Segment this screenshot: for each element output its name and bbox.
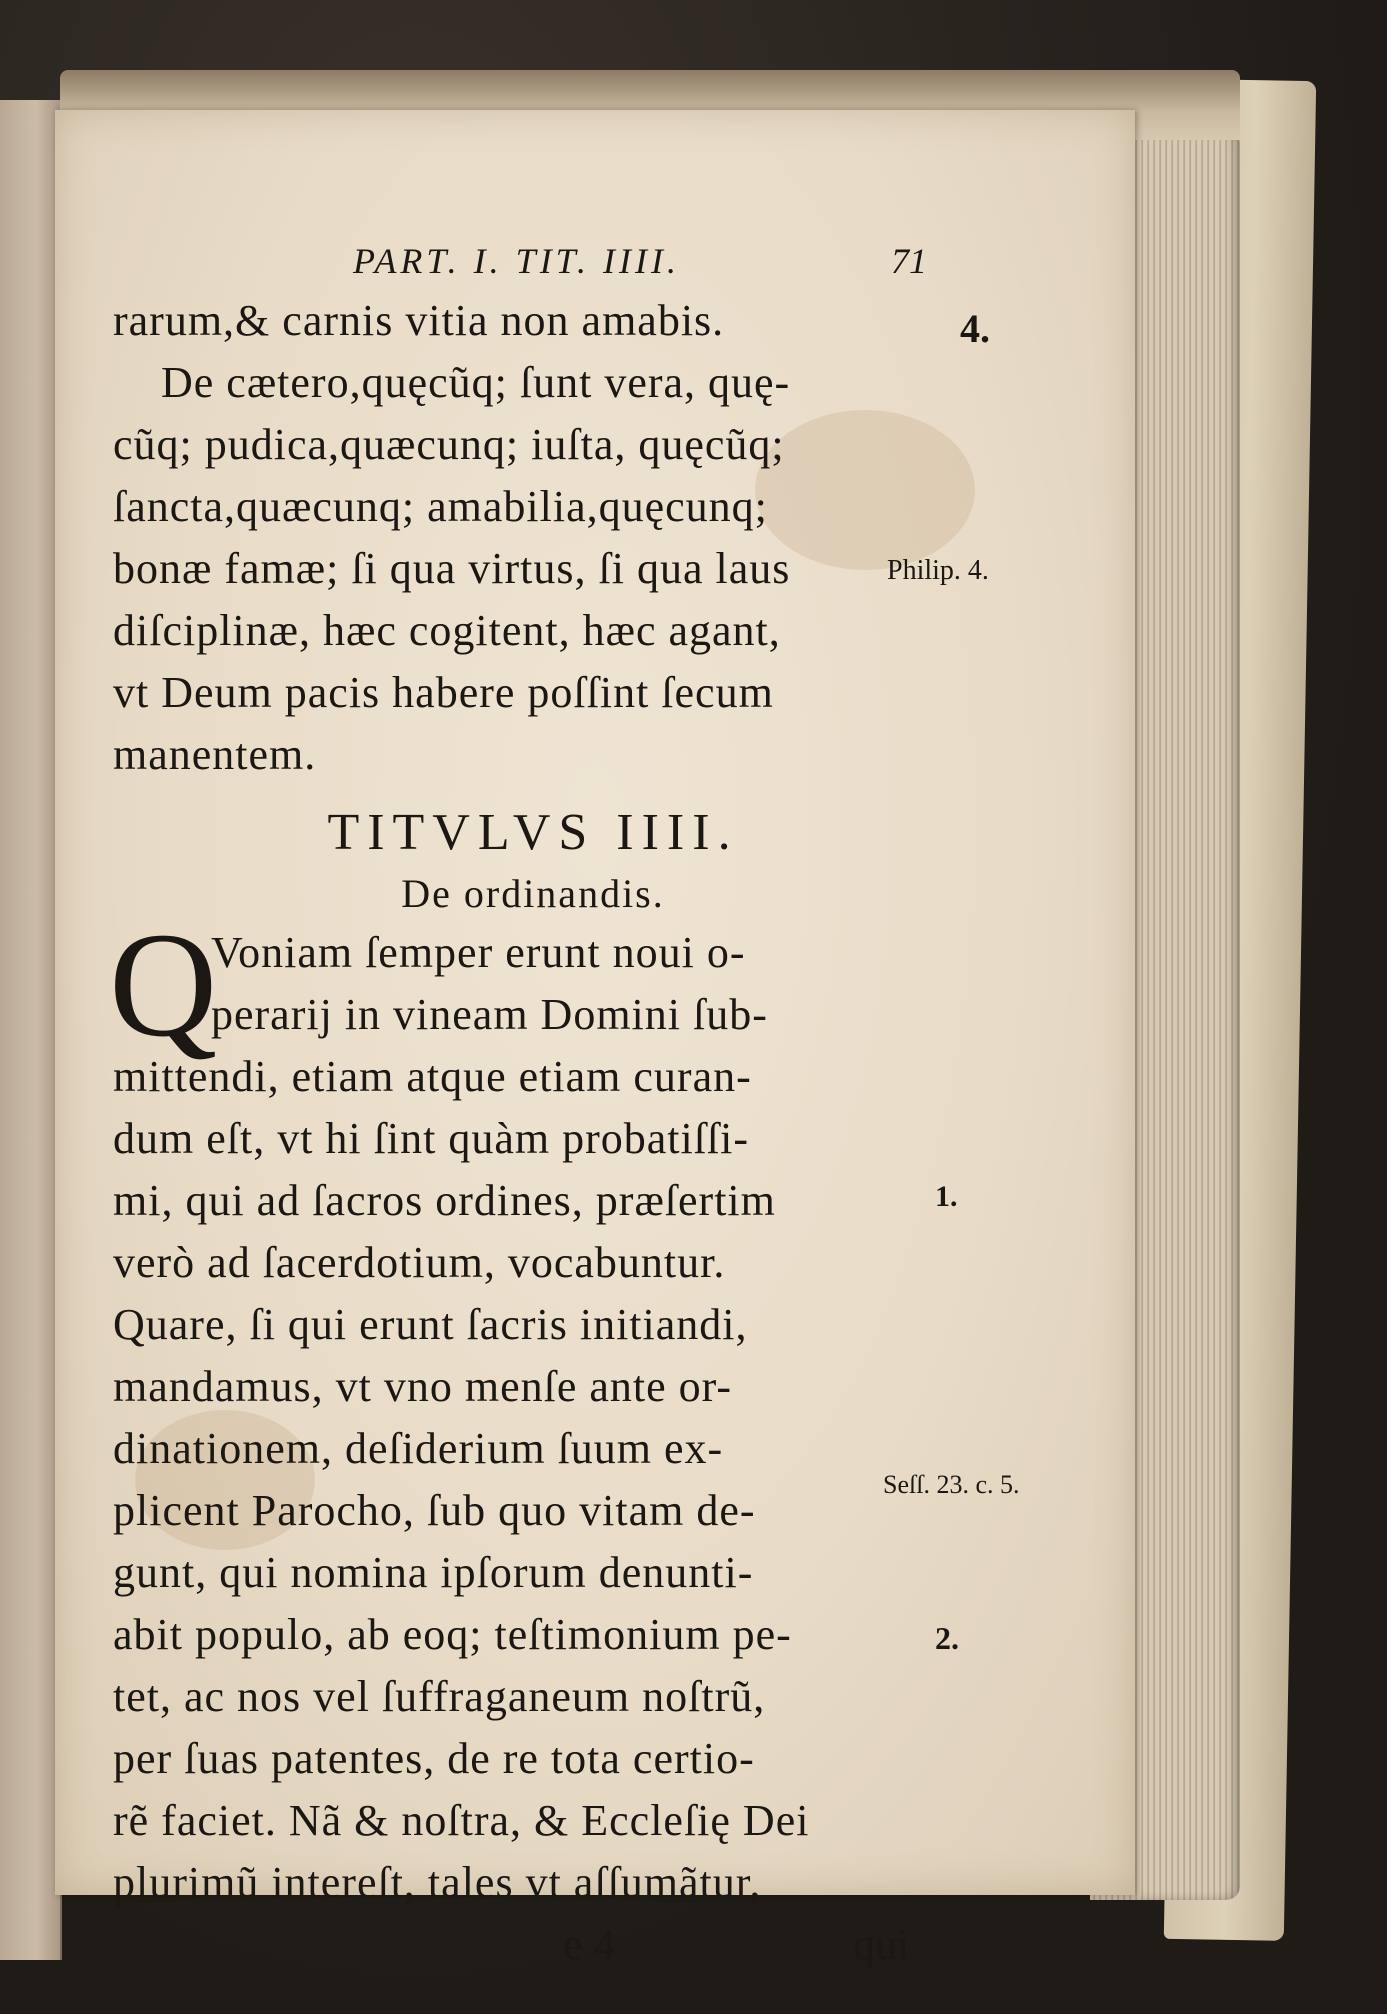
text-line: Voniam ſemper erunt noui o- [211,928,746,977]
page-number: 71 [891,241,927,281]
text-line: mittendi, etiam atque etiam curan- [113,1052,752,1101]
margin-note-4: 4. [960,306,990,351]
text-block [109,240,953,1976]
running-head-title: PART. I. TIT. IIII. [353,241,680,281]
section-heading [113,800,953,922]
margin-note-sess: Seſſ. 23. c. 5. [883,1470,1020,1499]
text-line: tet, ac nos vel ſuffraganeum noſtrũ, [113,1672,766,1721]
margin-note-2: 2. [935,1620,959,1656]
text-line: mi, qui ad ſacros ordines, præſertim [113,1176,776,1225]
text-line: bonæ famæ; ſi qua virtus, ſi qua laus [113,544,791,593]
signature-mark: e 4 [563,1920,616,1969]
titulus-heading: TITVLVS IIII. [327,804,739,861]
text-line: cũq; pudica,quæcunq; iuſta, quęcũq; [113,420,785,469]
margin-note-philip: Philip. 4. [887,555,989,586]
margin-note-1: 1. [935,1180,958,1213]
text-line: dum eſt, vt hi ſint quàm probatiſſi- [113,1114,750,1163]
text-line: dinationem, deſiderium ſuum ex- [113,1424,724,1473]
text-line: plurimũ intereſt, tales vt aſſumãtur, [113,1858,762,1907]
text-line: rẽ faciet. Nã & noſtra, & Eccleſię Dei [113,1796,810,1845]
catchword: qui [853,1920,910,1969]
text-line: diſciplinæ, hæc cogitent, hæc agant, [113,606,781,655]
section-subtitle: De ordinandis. [401,871,665,916]
printed-page [55,110,1135,1969]
drop-cap-initial: Q [109,902,218,1068]
text-line: mandamus, vt vno menſe ante or- [113,1362,733,1411]
text-line: perarij in vineam Domini ſub- [211,990,768,1039]
text-line: Quare, ſi qui erunt ſacris initiandi, [113,1300,748,1349]
text-line: vt Deum pacis habere poſſint ſecum [113,668,774,717]
text-line: plicent Parocho, ſub quo vitam de- [113,1486,756,1535]
page-footer [113,1914,953,1976]
text-line: De cætero,quęcũq; ſunt vera, quę- [161,358,791,407]
text-line: ſancta,quæcunq; amabilia,quęcunq; [113,482,768,531]
facing-page-edge [0,100,62,1960]
text-line: verò ad ſacerdotium, vocabuntur. [113,1238,726,1287]
text-line: abit populo, ab eoq; teſtimonium pe- [113,1610,792,1659]
text-line: manentem. [113,730,317,779]
running-header [113,240,953,290]
text-line: gunt, qui nomina ipſorum denunti- [113,1548,754,1597]
text-line: rarum,& carnis vitia non amabis. [113,296,725,345]
opening-paragraph [109,902,953,1068]
text-line: per ſuas patentes, de re tota certio- [113,1734,755,1783]
